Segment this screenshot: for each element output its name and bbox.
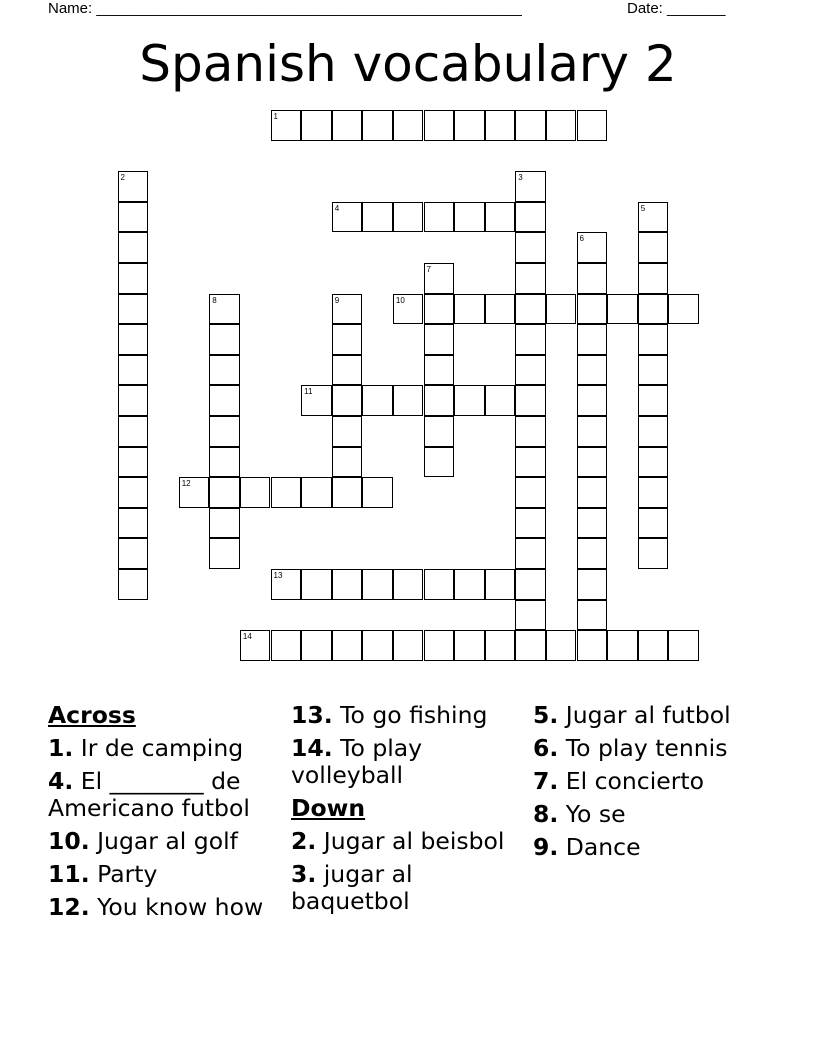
grid-cell[interactable] xyxy=(515,324,546,355)
grid-cell[interactable] xyxy=(424,416,455,447)
grid-cell[interactable] xyxy=(118,416,149,447)
clue-number: 3. xyxy=(291,860,317,888)
grid-cell[interactable] xyxy=(577,569,608,600)
grid-cell[interactable] xyxy=(424,447,455,478)
cell-number: 8 xyxy=(212,295,217,305)
clue-text: El concierto xyxy=(565,767,704,795)
grid-cell[interactable] xyxy=(485,385,516,416)
grid-cell[interactable] xyxy=(515,294,546,325)
grid-cell[interactable] xyxy=(209,355,240,386)
grid-cell[interactable] xyxy=(118,538,149,569)
grid-cell[interactable] xyxy=(424,630,455,661)
grid-cell[interactable] xyxy=(515,477,546,508)
grid-cell[interactable] xyxy=(393,110,424,141)
clue-text: Jugar al beisbol xyxy=(323,827,505,855)
grid-cell[interactable] xyxy=(332,385,363,416)
grid-cell[interactable] xyxy=(638,416,669,447)
grid-cell[interactable] xyxy=(209,416,240,447)
grid-cell[interactable] xyxy=(668,630,699,661)
grid-cell[interactable] xyxy=(577,355,608,386)
grid-cell[interactable] xyxy=(546,110,577,141)
grid-cell[interactable] xyxy=(546,294,577,325)
clues-column-3 xyxy=(533,702,763,867)
clues-column-2 xyxy=(291,702,521,921)
grid-cell[interactable] xyxy=(515,538,546,569)
clue-number: 2. xyxy=(291,827,317,855)
clue-across-11 xyxy=(48,861,278,888)
clue-down-5 xyxy=(533,702,763,729)
grid-cell[interactable] xyxy=(209,538,240,569)
grid-cell[interactable] xyxy=(362,385,393,416)
grid-cell[interactable] xyxy=(424,294,455,325)
grid-cell[interactable] xyxy=(577,263,608,294)
grid-cell[interactable] xyxy=(393,569,424,600)
grid-cell[interactable] xyxy=(485,110,516,141)
grid-cell[interactable] xyxy=(271,477,302,508)
grid-cell[interactable] xyxy=(577,416,608,447)
grid-cell[interactable] xyxy=(393,385,424,416)
cell-number: 9 xyxy=(334,295,340,305)
grid-cell[interactable] xyxy=(577,477,608,508)
grid-cell[interactable] xyxy=(393,202,424,233)
grid-cell[interactable] xyxy=(515,355,546,386)
grid-cell[interactable] xyxy=(118,232,149,263)
grid-cell[interactable] xyxy=(638,324,669,355)
grid-cell[interactable] xyxy=(209,324,240,355)
grid-cell[interactable] xyxy=(301,477,332,508)
grid-cell[interactable] xyxy=(515,110,546,141)
grid-cell[interactable] xyxy=(485,294,516,325)
grid-cell[interactable] xyxy=(515,508,546,539)
grid-cell[interactable] xyxy=(118,263,149,294)
clue-text: jugar al baquetbol xyxy=(291,860,413,915)
clue-text: To play tennis xyxy=(565,734,728,762)
clue-number: 1. xyxy=(48,734,74,762)
grid-cell[interactable] xyxy=(118,355,149,386)
grid-cell[interactable] xyxy=(362,202,393,233)
date-field-label: Date: _______ xyxy=(627,0,726,17)
grid-cell[interactable] xyxy=(271,110,302,141)
clue-number: 7. xyxy=(533,767,559,795)
grid-cell[interactable] xyxy=(362,477,393,508)
grid-cell[interactable] xyxy=(332,477,363,508)
grid-cell[interactable] xyxy=(209,385,240,416)
cell-number: 5 xyxy=(640,203,646,213)
grid-cell[interactable] xyxy=(577,294,608,325)
grid-cell[interactable] xyxy=(362,569,393,600)
clue-across-4 xyxy=(48,768,278,822)
grid-cell[interactable] xyxy=(638,202,669,233)
grid-cell[interactable] xyxy=(301,385,332,416)
grid-cell[interactable] xyxy=(454,202,485,233)
cell-number: 14 xyxy=(242,632,252,642)
grid-cell[interactable] xyxy=(118,508,149,539)
grid-cell[interactable] xyxy=(179,477,210,508)
clue-down-3 xyxy=(291,861,521,915)
grid-cell[interactable] xyxy=(515,263,546,294)
grid-cell[interactable] xyxy=(638,447,669,478)
clue-text: Ir de camping xyxy=(80,734,244,762)
grid-cell[interactable] xyxy=(638,294,669,325)
grid-cell[interactable] xyxy=(638,538,669,569)
name-field-label: Name: ___________________________________________________ xyxy=(48,0,522,17)
grid-cell[interactable] xyxy=(209,508,240,539)
grid-cell[interactable] xyxy=(577,508,608,539)
grid-cell[interactable] xyxy=(424,263,455,294)
clue-across-12 xyxy=(48,894,278,921)
clue-number: 4. xyxy=(48,767,74,795)
cell-number: 1 xyxy=(273,112,278,121)
grid-cell[interactable] xyxy=(118,477,149,508)
grid-cell[interactable] xyxy=(301,569,332,600)
grid-cell[interactable] xyxy=(209,447,240,478)
cell-number: 6 xyxy=(579,234,584,244)
grid-cell[interactable] xyxy=(577,600,608,631)
clue-text: Party xyxy=(97,860,158,888)
grid-cell[interactable] xyxy=(332,110,363,141)
cell-number: 12 xyxy=(181,479,191,489)
grid-cell[interactable] xyxy=(332,202,363,233)
clue-text: El ________ de Americano futbol xyxy=(48,767,250,822)
clue-number: 9. xyxy=(533,833,559,861)
grid-cell[interactable] xyxy=(454,630,485,661)
clue-text: To go fishing xyxy=(340,701,488,729)
grid-cell[interactable] xyxy=(393,630,424,661)
cell-number: 10 xyxy=(395,295,405,305)
grid-cell[interactable] xyxy=(638,630,669,661)
page-title: Spanish vocabulary 2 xyxy=(139,35,677,93)
grid-cell[interactable] xyxy=(240,630,271,661)
grid-cell[interactable] xyxy=(485,630,516,661)
grid-cell[interactable] xyxy=(271,569,302,600)
clue-down-7 xyxy=(533,768,763,795)
clue-number: 14. xyxy=(291,734,333,762)
clue-across-1 xyxy=(48,735,278,762)
grid-cell[interactable] xyxy=(485,202,516,233)
grid-cell[interactable] xyxy=(577,385,608,416)
clue-text: Dance xyxy=(565,833,641,861)
cell-number: 2 xyxy=(120,173,125,183)
grid-cell[interactable] xyxy=(393,294,424,325)
grid-cell[interactable] xyxy=(515,569,546,600)
grid-cell[interactable] xyxy=(515,232,546,263)
clues-column-1 xyxy=(48,702,278,927)
grid-cell[interactable] xyxy=(271,630,302,661)
clue-text: Jugar al futbol xyxy=(565,701,731,729)
grid-cell[interactable] xyxy=(424,355,455,386)
clue-across-14 xyxy=(291,735,521,789)
grid-cell[interactable] xyxy=(638,355,669,386)
grid-cell[interactable] xyxy=(577,232,608,263)
grid-cell[interactable] xyxy=(424,324,455,355)
grid-cell[interactable] xyxy=(638,232,669,263)
clue-down-2 xyxy=(291,828,521,855)
grid-cell[interactable] xyxy=(577,324,608,355)
grid-cell[interactable] xyxy=(118,294,149,325)
cell-number: 4 xyxy=(334,203,340,213)
grid-cell[interactable] xyxy=(577,447,608,478)
grid-cell[interactable] xyxy=(332,324,363,355)
clue-number: 6. xyxy=(533,734,559,762)
grid-cell[interactable] xyxy=(332,630,363,661)
clue-number: 10. xyxy=(48,827,90,855)
grid-cell[interactable] xyxy=(424,385,455,416)
clue-across-10 xyxy=(48,828,278,855)
grid-cell[interactable] xyxy=(118,569,149,600)
grid-cell[interactable] xyxy=(424,202,455,233)
grid-cell[interactable] xyxy=(118,171,149,202)
clue-down-6 xyxy=(533,735,763,762)
grid-cell[interactable] xyxy=(577,110,608,141)
grid-cell[interactable] xyxy=(515,447,546,478)
grid-cell[interactable] xyxy=(332,569,363,600)
cell-number: 3 xyxy=(518,173,523,183)
grid-cell[interactable] xyxy=(454,294,485,325)
clue-number: 11. xyxy=(48,860,90,888)
grid-cell[interactable] xyxy=(607,630,638,661)
grid-cell[interactable] xyxy=(515,171,546,202)
grid-cell[interactable] xyxy=(332,416,363,447)
clue-number: 12. xyxy=(48,893,90,921)
grid-cell[interactable] xyxy=(668,294,699,325)
clue-text: Yo se xyxy=(565,800,626,828)
clue-down-8 xyxy=(533,801,763,828)
grid-cell[interactable] xyxy=(638,477,669,508)
grid-cell[interactable] xyxy=(515,202,546,233)
grid-cell[interactable] xyxy=(362,110,393,141)
grid-cell[interactable] xyxy=(424,569,455,600)
grid-cell[interactable] xyxy=(515,416,546,447)
grid-cell[interactable] xyxy=(118,447,149,478)
grid-cell[interactable] xyxy=(240,477,271,508)
down-heading: Down xyxy=(291,794,366,822)
grid-cell[interactable] xyxy=(607,294,638,325)
across-heading: Across xyxy=(48,701,136,729)
clue-number: 8. xyxy=(533,800,559,828)
cell-number: 13 xyxy=(273,571,283,580)
grid-cell[interactable] xyxy=(209,477,240,508)
grid-cell[interactable] xyxy=(332,294,363,325)
grid-cell[interactable] xyxy=(454,385,485,416)
grid-cell[interactable] xyxy=(638,508,669,539)
grid-cell[interactable] xyxy=(454,110,485,141)
grid-cell[interactable] xyxy=(577,630,608,661)
grid-cell[interactable] xyxy=(454,569,485,600)
clue-number: 13. xyxy=(291,701,333,729)
grid-cell[interactable] xyxy=(424,110,455,141)
grid-cell[interactable] xyxy=(209,294,240,325)
grid-cell[interactable] xyxy=(332,355,363,386)
grid-cell[interactable] xyxy=(515,385,546,416)
clue-down-9 xyxy=(533,834,763,861)
grid-cell[interactable] xyxy=(515,600,546,631)
clue-across-13 xyxy=(291,702,521,729)
cell-number: 7 xyxy=(426,265,431,274)
clue-text: You know how xyxy=(97,893,264,921)
grid-cell[interactable] xyxy=(118,202,149,233)
grid-cell[interactable] xyxy=(332,447,363,478)
grid-cell[interactable] xyxy=(118,324,149,355)
grid-cell[interactable] xyxy=(485,569,516,600)
grid-cell[interactable] xyxy=(301,110,332,141)
grid-cell[interactable] xyxy=(118,385,149,416)
grid-cell[interactable] xyxy=(362,630,393,661)
grid-cell[interactable] xyxy=(301,630,332,661)
grid-cell[interactable] xyxy=(515,630,546,661)
clue-text: Jugar al golf xyxy=(97,827,238,855)
grid-cell[interactable] xyxy=(577,538,608,569)
clue-number: 5. xyxy=(533,701,559,729)
grid-cell[interactable] xyxy=(638,385,669,416)
grid-cell[interactable] xyxy=(546,630,577,661)
cell-number: 11 xyxy=(304,387,313,397)
grid-cell[interactable] xyxy=(638,263,669,294)
clue-text: To play volleyball xyxy=(291,734,423,789)
